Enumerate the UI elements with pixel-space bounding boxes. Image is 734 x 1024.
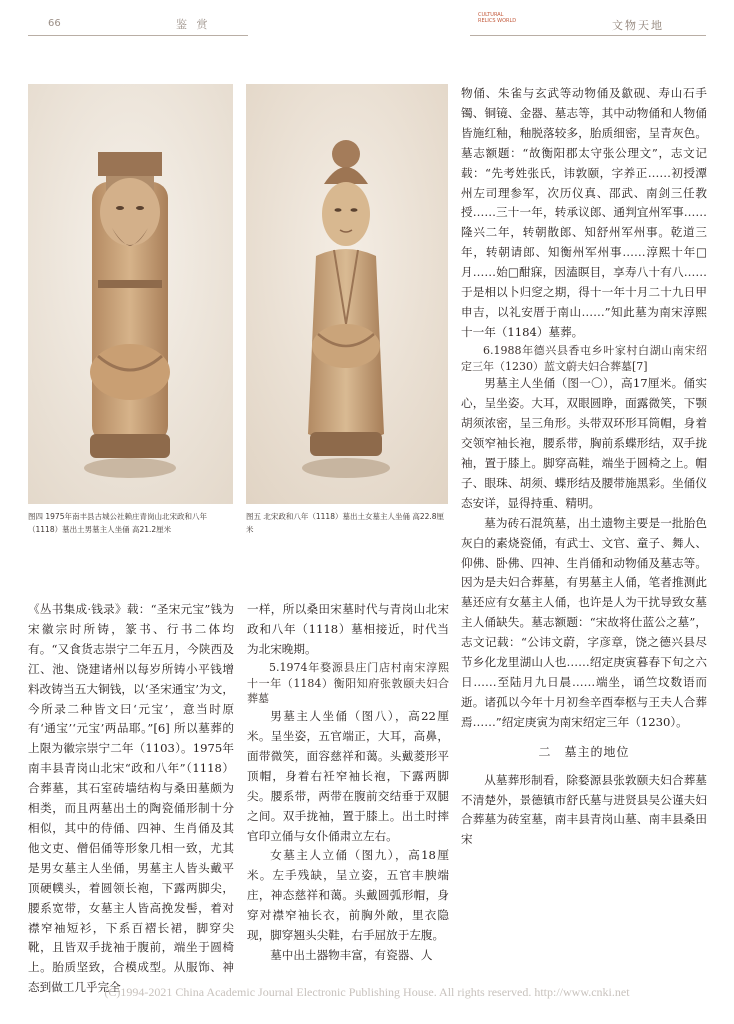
paragraph: 男墓主人坐俑（图一〇），高17厘米。俑实心，呈坐姿。大耳，双眼圆睁，面露微笑，下颚胡须浓密，呈三角形。头带双环形耳筒帽，身着交领窄袖长袍，腰系带，胸前系蝶形结，双手拢袖，置于膝上。脚穿高鞋，端坐于圆椅之上。帽子、眼珠、胡须、蝶形结及腰带施黑彩。坐俑仪态安详，显得持重、精明。: [461, 376, 707, 510]
paragraph: 从墓葬形制看，除婺源县张敦颐夫妇合葬墓不清楚外，景德镇市舒氏墓与进贤县吴公谨夫妇合葬墓为砖室墓，南丰县青岗山墓、南丰县桑田宋: [461, 772, 707, 847]
copyright-footer: (C)1994-2021 China Academic Journal Electronic Publishing House. All rights reserved. http://www.cnki.net: [104, 985, 630, 999]
paragraph: 《丛书集成·钱录》载：“圣宋元宝”钱为宋徽宗时所铸，篆书、行书二体均有。“又食货志崇宁二年五月，今陕西及江、池、饶建诸州以每岁所铸小平钱增料改铸当五大铜钱，以‘圣宋通宝’为文，今所录二种皆文曰‘元宝’，意当时原有‘通宝’‘元宝’两品耶。”[6] 所以墓葬的上限为徽宗崇宁二年（1103）。1975年南丰县青岗山北宋“政和八年”（1118）合葬墓，其石室砖墙结构与桑田墓颇为相类，而且两墓出土的陶瓷俑形制十分相似，其中的侍俑、四神、生肖俑及其他文吏、僧侣俑等形象几相一致，尤其是男女墓主人坐俑，男墓主人皆头戴平顶硬幞头，着圆领长袍，下露两脚尖，腰系宽带，女墓主人皆高挽发髻，着对襟窄袖短衫，下系百褶长裙，脚穿尖靴，且皆双手拢袖于腹前，端坐于圆椅上。胎质坚致，合模成型。从服饰、神态到做工几乎完全: [28, 602, 234, 995]
page-number: 66: [48, 18, 61, 29]
journal-logo: CULTURAL RELICS WORLD: [478, 12, 517, 24]
header-rule-left: [28, 35, 248, 36]
text-column-3: [461, 84, 707, 850]
text-column-1: [28, 600, 234, 998]
header-rule-right: [470, 35, 706, 36]
journal-name: 文物天地: [612, 19, 664, 32]
tomb-reference-6: 6.1988年德兴县香屯乡叶家村白湖山南宋绍定三年（1230）蓝文蔚夫妇合葬墓[7]: [461, 343, 707, 373]
paragraph: 墓中出土器物丰富，有瓷器、人: [270, 947, 433, 962]
figure5-photo: [246, 84, 448, 504]
figure5-caption: 图五 北宋政和八年（1118）墓出土女墓主人坐俑 高22.8厘米: [246, 512, 445, 534]
figure4-photo: [28, 84, 233, 504]
section-title: 鉴 赏: [176, 18, 211, 31]
text-column-2: [247, 600, 449, 966]
paragraph: 墓为砖石混筑墓，出土遗物主要是一批胎色灰白的素烧瓷俑，有武士、文官、童子、舞人、仰佛、卧佛、四神、生肖俑和动物俑及墓志等。因为是夫妇合葬墓，有男墓主人俑，笔者推测此墓还应有女墓主人俑，也许是人为干扰导致女墓主人俑缺失。墓志额题：“宋故将仕蓝公之墓”，志文记载：“公讳文蔚，字彦章，饶之德兴县尽节乡化龙里湖山人也……绍定庚寅暮春下旬之六日……至陆月九日晨……端坐，诵竺坟数语而逝。诸孤以今年十月初叁辛酉奉柩与王夫人合葬焉……”绍定庚寅为南宋绍定三年（1230）。: [461, 515, 707, 729]
tomb-reference-5: 5.1974年婺源县庄门店村南宋淳熙十一年（1184）衡阳知府张敦颐夫妇合葬墓: [247, 660, 449, 706]
figure4-caption: 图四 1975年南丰县古城公社赖庄青岗山北宋政和八年（1118）墓出土男墓主人坐俑 高21.2厘米: [28, 512, 207, 534]
section-heading: 二 墓主的地位: [538, 744, 630, 759]
paragraph: 一样，所以桑田宋墓时代与青岗山北宋政和八年（1118）墓相接近，时代当为北宋晚期。: [247, 602, 449, 656]
paragraph: 物俑、朱雀与玄武等动物俑及歙砚、寿山石手镯、铜镜、金器、墓志等，其中动物俑和人物俑皆施红釉，釉脱落较多，胎质细密，呈青灰色。墓志额题：“故衡阳郡太守张公理文”，志文记载：“先考姓张氏，讳敦颐，字养正……初授潭州左司理参军，次历仪真、邵武、南剑三任教授……三十一年，转承议郎、通判宜州军事……隆兴二年，转朝散郎、知舒州军州事。乾道三年，转朝请郎、知衡州军州事……淳熙十年□月……始□酣寐，因溘瞑目，享寿八十有八……于是相以卜归窆之期，得十一年十月二十九日甲申吉，以礼安厝于南山……”知此墓为南宋淳熙十一年（1184）墓葬。: [461, 86, 707, 339]
paragraph: 女墓主人立俑（图九），高18厘米。左手残缺，呈立姿，五官丰腴端庄，神态慈祥和蔼。头戴圆弧形帽，身穿对襟窄袖长衣，前胸外敞，里衣隐现，脚穿翘头尖鞋，右手屈放于左腹。: [247, 848, 449, 943]
paragraph: 男墓主人坐俑（图八），高22厘米。呈坐姿，五官端正，大耳，高鼻，面带微笑，面容慈祥和蔼。头戴菱形平顶帽，身着右衽窄袖长袍，下露两脚尖。腰系带，两带在腹前交结垂于双腿之间。双手拢袖，置于膝上。出土时摔官印立俑与女仆俑肃立左右。: [247, 709, 449, 843]
